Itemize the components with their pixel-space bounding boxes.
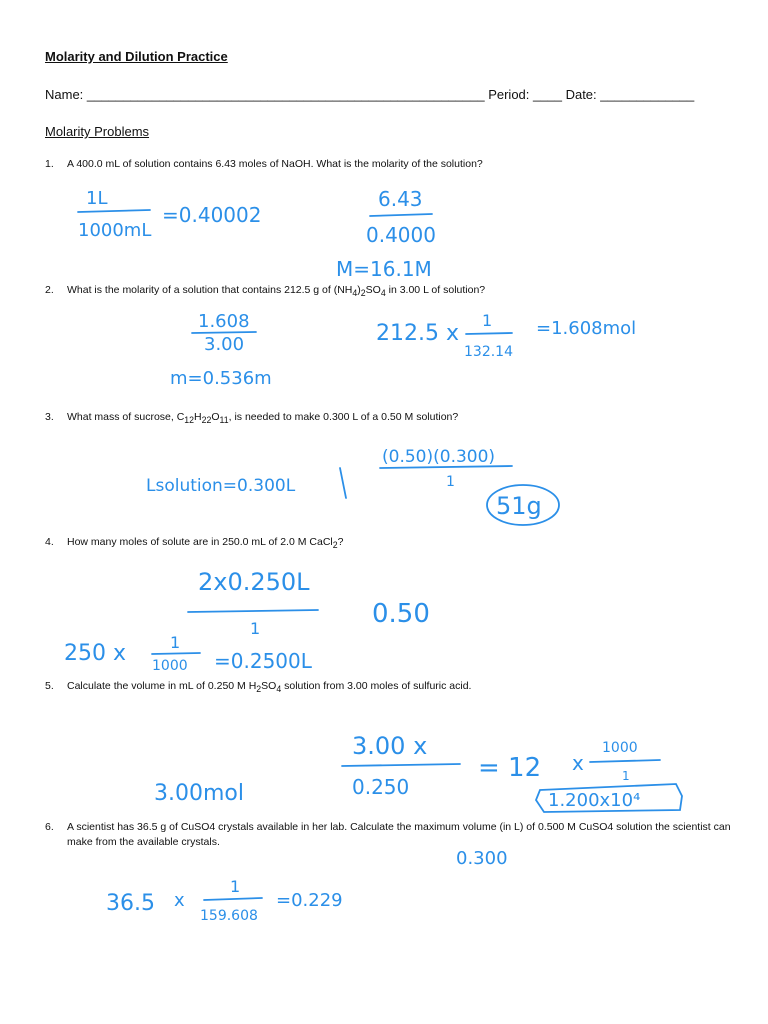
hw-q5-f: 1000 — [602, 740, 638, 756]
hw-q3-c: 1 — [446, 474, 455, 490]
hw-q5-g: 1 — [622, 769, 630, 783]
hw-q2-b: 3.00 — [204, 334, 245, 355]
question-text: What is the molarity of a solution that contains 212.5 g of $(NH_4)_2SO_4$ in 3.00 L of solution? — [67, 284, 486, 299]
hw-q1-d: 6.43 — [378, 187, 423, 211]
fraction-bar — [342, 764, 460, 766]
hw-q4-a: 2x0.250L — [198, 568, 310, 596]
hw-q4-f: 1000 — [152, 658, 188, 674]
hw-q2-f: =1.608mol — [536, 318, 637, 339]
hw-q6-e: 159.608 — [200, 908, 258, 924]
question-text: What mass of sucrose, $C_{12}H_{22}O_{11}$, is needed to make 0.300 L of a 0.50 M solution? — [67, 411, 459, 426]
period-label: Period: — [488, 87, 530, 102]
hw-q5-c: 3.00mol — [154, 781, 244, 806]
period-blank[interactable]: ____ — [533, 87, 562, 102]
page-title: Molarity and Dilution Practice — [45, 49, 228, 64]
fraction-bar — [590, 760, 660, 762]
question-number: 4. — [45, 536, 54, 548]
hw-q4-b: 1 — [250, 619, 261, 638]
fraction-bar — [188, 610, 318, 612]
q2-work — [170, 311, 636, 389]
q4-work — [64, 568, 430, 674]
q6-work — [106, 848, 508, 924]
hw-q6-a: 0.300 — [456, 848, 508, 869]
hw-q5-d: = 12 — [478, 753, 542, 783]
hw-q2-g: m=0.536m — [170, 368, 272, 389]
q1-work — [78, 187, 436, 281]
section-title: Molarity Problems — [45, 124, 150, 139]
hw-q1-c: =0.40002 — [162, 203, 262, 227]
hw-q3-d: 51g — [496, 492, 542, 520]
hw-q5-b: 0.250 — [352, 775, 410, 799]
date-blank[interactable]: _____________ — [600, 87, 695, 102]
hw-q5-e: x — [572, 751, 584, 775]
q3-work — [146, 447, 559, 525]
hw-q6-d: 1 — [230, 877, 241, 896]
question-number: 6. — [45, 821, 54, 833]
question-number: 1. — [45, 158, 54, 170]
hw-q5-h: 1.200x10⁴ — [548, 790, 641, 811]
question-number: 2. — [45, 284, 54, 296]
hw-q1-f: M=16.1M — [336, 257, 432, 281]
question-text: A 400.0 mL of solution contains 6.43 moles of NaOH. What is the molarity of the solution? — [67, 158, 483, 170]
hw-q2-c: 212.5 x — [376, 321, 459, 346]
fraction-bar — [466, 333, 512, 334]
hw-q5-a: 3.00 x — [352, 732, 428, 760]
hw-q1-e: 0.4000 — [366, 223, 436, 247]
fraction-bar — [370, 214, 432, 216]
hw-q2-a: 1.608 — [198, 311, 250, 332]
question-number: 5. — [45, 680, 54, 692]
fraction-bar — [204, 898, 262, 900]
hw-q3-a: Lsolution=0.300L — [146, 476, 296, 496]
name-label: Name: — [45, 87, 84, 102]
hw-q6-b: 36.5 — [106, 891, 155, 916]
hw-q2-d: 1 — [482, 311, 493, 330]
hw-q3-b: (0.50)(0.300) — [382, 447, 496, 467]
hw-q6-c: x — [174, 890, 185, 911]
question-text: A scientist has 36.5 g of CuSO4 crystals available in her lab. Calculate the maximum volume (in L) of 0.500 M CuSO4 solution the scientist can make from the available crystals. — [67, 821, 731, 848]
hw-q4-c: 0.50 — [372, 599, 430, 629]
fraction-bar — [78, 210, 150, 212]
fraction-bar — [192, 332, 256, 333]
hw-q1-b: 1000mL — [78, 220, 152, 241]
q5-work — [154, 732, 682, 812]
divider-stroke — [340, 468, 346, 498]
question-text: Calculate the volume in mL of 0.250 M $H_2SO_4$ solution from 3.00 moles of sulfuric acid. — [67, 680, 472, 695]
hw-q2-e: 132.14 — [464, 344, 513, 360]
hw-q6-f: =0.229 — [276, 890, 343, 911]
fraction-bar — [152, 653, 200, 654]
hw-q4-g: =0.2500L — [214, 649, 312, 673]
hw-q1-a: 1L — [86, 188, 108, 209]
hw-q4-d: 250 x — [64, 641, 127, 666]
question-text: How many moles of solute are in 250.0 mL of 2.0 M CaCl$_2$? — [67, 536, 344, 551]
name-blank[interactable]: _______________________________________________________ — [86, 87, 485, 102]
hw-q4-e: 1 — [170, 633, 181, 652]
question-number: 3. — [45, 411, 54, 423]
date-label: Date: — [565, 87, 597, 102]
